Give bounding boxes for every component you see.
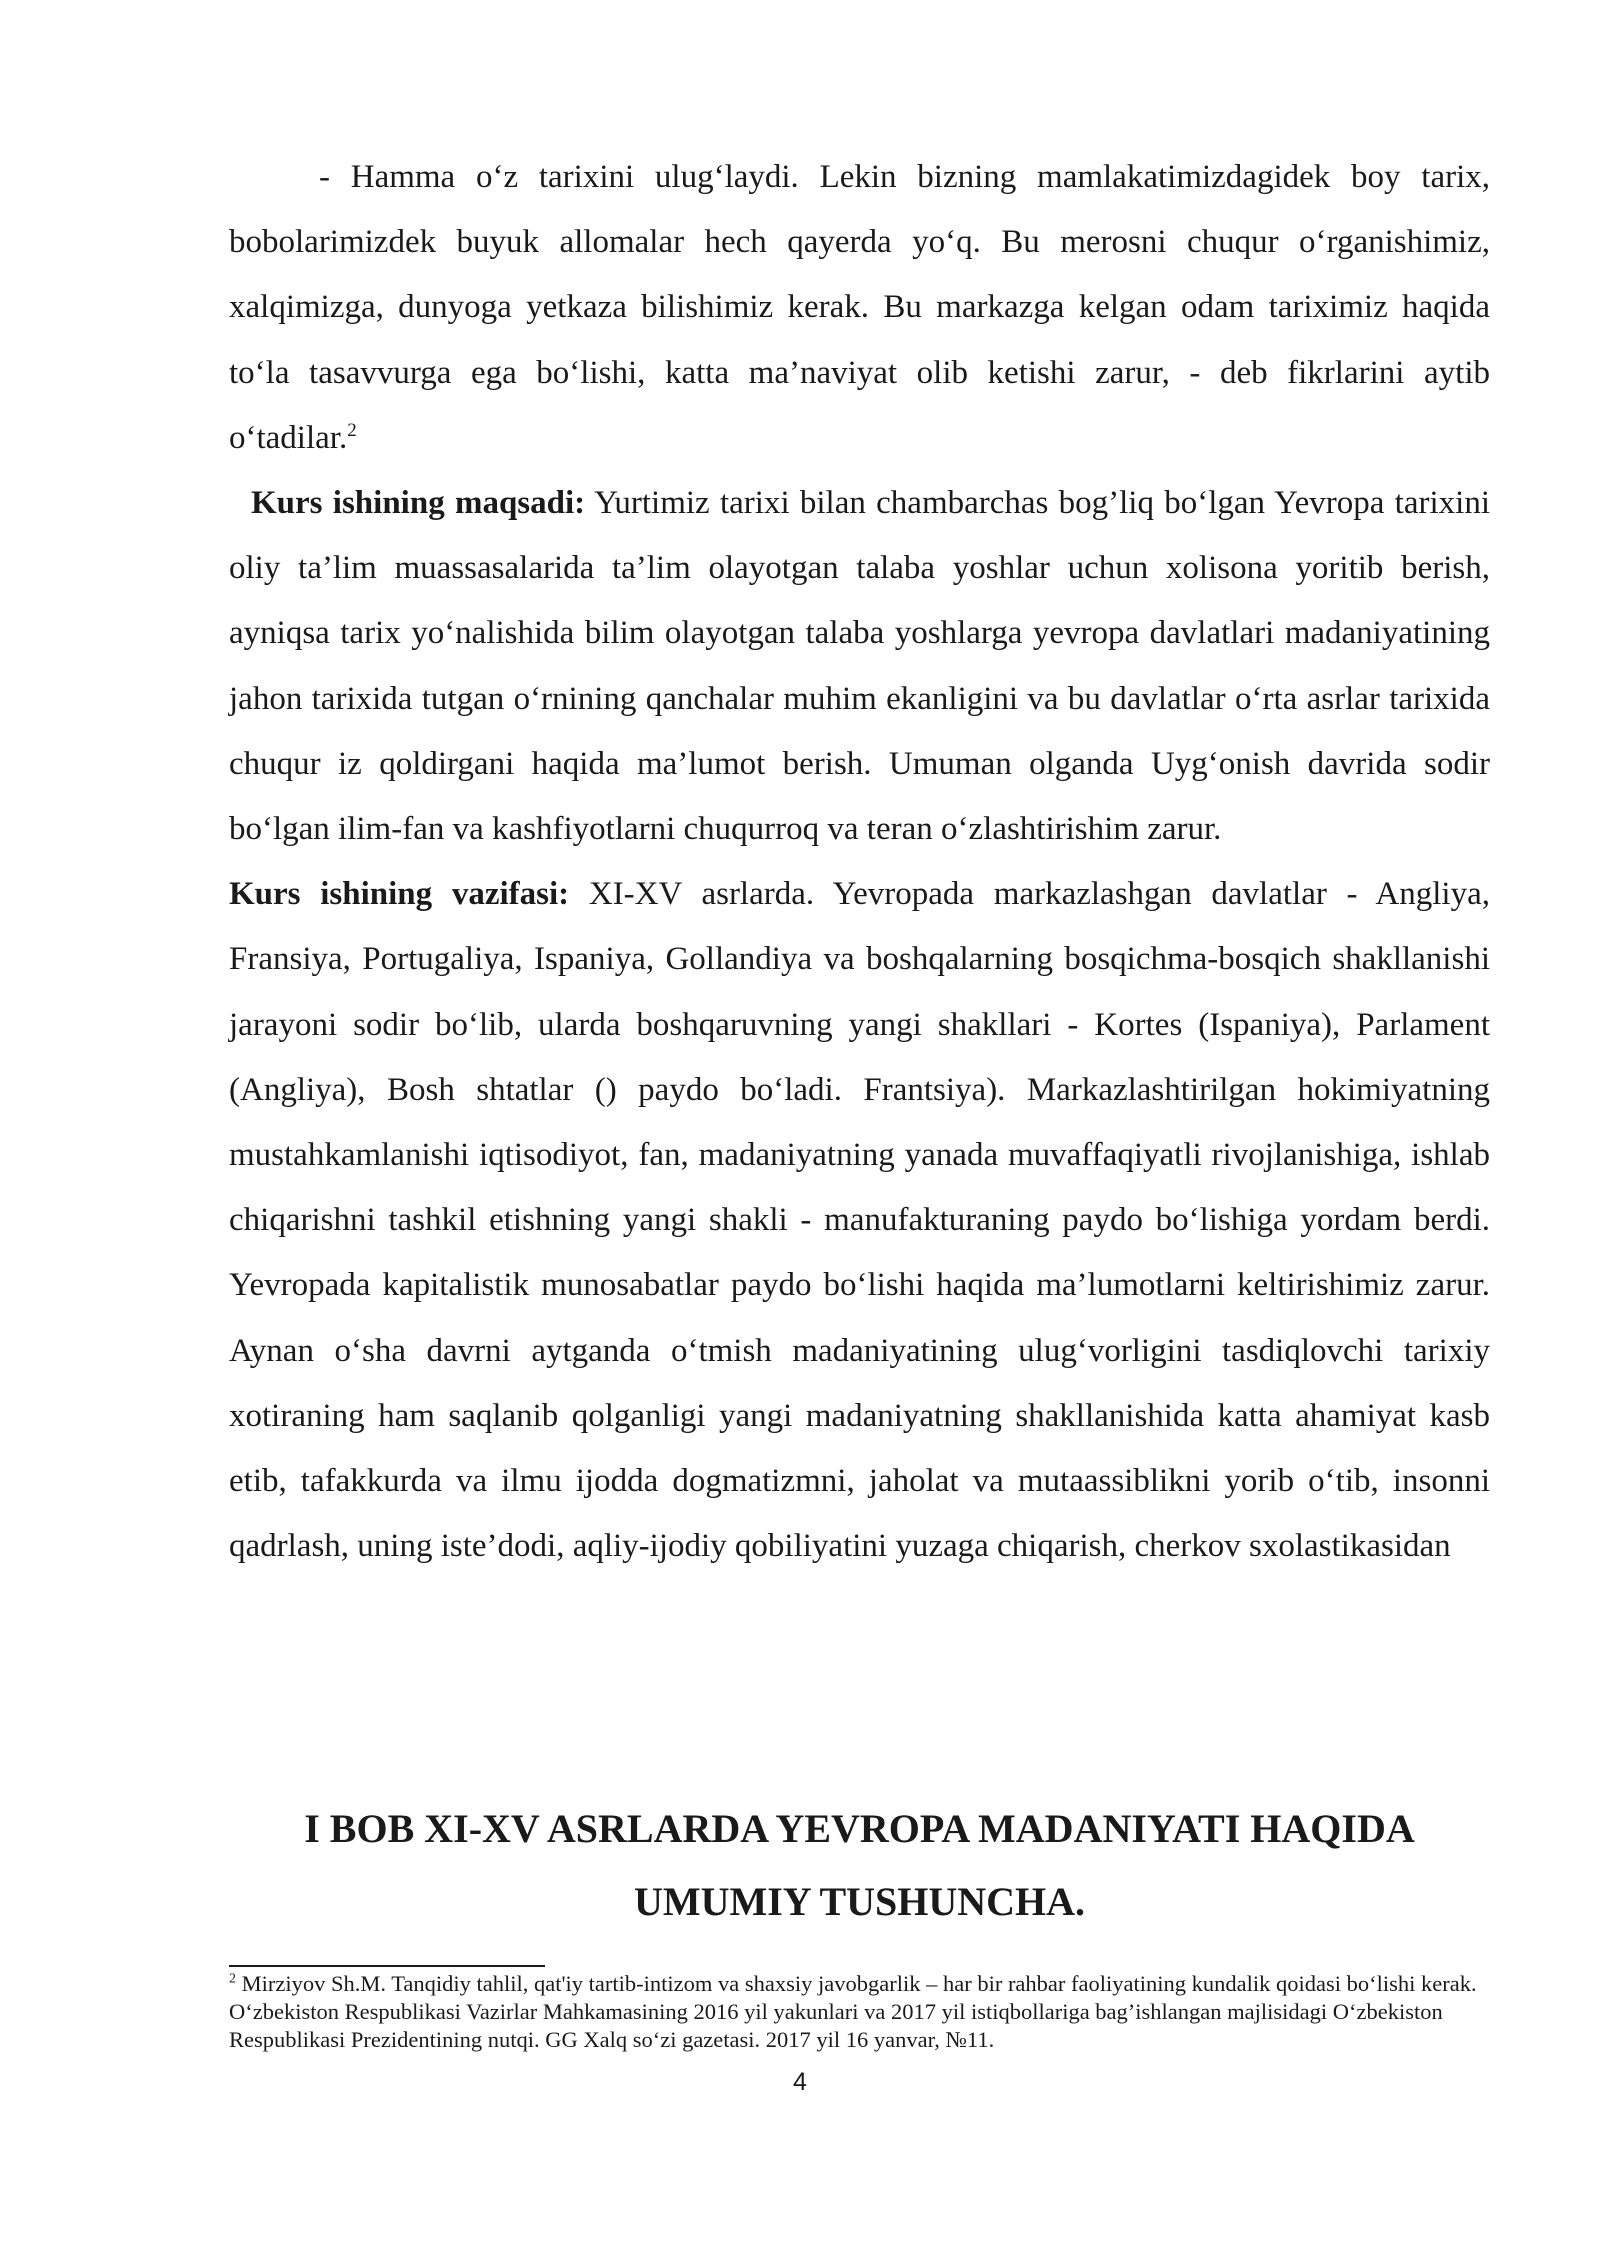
chapter-heading-line-1: I BOB XI-XV ASRLARDA YEVROPA MADANIYATI HAQIDA	[304, 1806, 1415, 1851]
footnote-text: Mirziyov Sh.M. Tanqidiy tahlil, qat'iy tartib-intizom va shaxsiy javobgarlik – har bir rahbar faoliyatining kundalik qoidasi bo‘lishi kerak. O‘zbekiston Respublikasi Vazirlar Mahkamasining 2016 yil yakunlari va 2017 yil istiqbollariga bag’ishlangan majlisidagi O‘zbekiston Respublikasi Prezidentining nutqi. GG Xalq so‘zi gazetasi. 2017 yil 16 yanvar, №11.	[229, 1971, 1477, 2052]
goal-text: Yurtimiz tarixi bilan chambarchas bog’liq bo‘lgan Yevropa tarixini oliy ta’lim muassasalarida ta’lim olayotgan talaba yoshlar uchun xolisona yoritib berish, ayniqsa tarix yo‘nalishida bilim olayotgan talaba yoshlarga yevropa davlatlari madaniyatining jahon tarixida tutgan o‘rnining qanchalar muhim ekanligini va bu davlatlar o‘rta asrlar tarixida chuqur iz qoldirgani haqida ma’lumot berish. Umuman olganda Uyg‘onish davrida sodir bo‘lgan ilim-fan va kashfiyotlarni chuqurroq va teran o‘zlashtirishim zarur.	[229, 485, 1490, 848]
goal-label: Kurs ishining maqsadi:	[251, 485, 586, 522]
task-text: XI-XV asrlarda. Yevropada markazlashgan davlatlar - Angliya, Fransiya, Portugaliya, Ispaniya, Gollandiya va boshqalarning bosqichma-bosqich shakllanishi jarayoni sodir bo‘lib, ularda boshqaruvning yangi shakllari - Kortes (Ispaniya), Parlament (Angliya), Bosh shtatlar () paydo bo‘ladi. Frantsiya). Markazlashtirilgan hokimiyatning mustahkamlanishi iqtisodiyot, fan, madaniyatning yanada muvaffaqiyatli rivojlanishiga, ishlab chiqarishni tashkil etishning yangi shakli - manufakturaning paydo bo‘lishiga yordam berdi. Yevropada kapitalistik munosabatlar paydo bo‘lishi haqida ma’lumotlarni keltirishimiz zarur. Aynan o‘sha davrni aytganda o‘tmish madaniyatining ulug‘vorligini tasdiqlovchi tarixiy xotiraning ham saqlanib qolganligi yangi madaniyatning shakllanishida katta ahamiyat kasb etib, tafakkurda va ilmu ijodda dogmatizmni, jaholat va mutaassiblikni yorib o‘tib, insonni qadrlash, uning iste’dodi, aqliy-ijodiy qobiliyatini yuzaga chiqarish, cherkov sxolastikasidan	[229, 876, 1490, 1565]
footnote-separator	[229, 1965, 545, 1967]
goal-paragraph	[229, 471, 1490, 862]
footnote-number: 2	[229, 1971, 236, 1987]
quote-paragraph	[229, 145, 1490, 471]
task-paragraph	[229, 862, 1490, 1579]
body-text	[229, 145, 1490, 1579]
task-label: Kurs ishining vazifasi:	[229, 876, 570, 913]
quote-text: - Hamma o‘z tarixini ulug‘laydi. Lekin bizning mamlakatimizdagidek boy tarix, bobolarimizdek buyuk allomalar hech qayerda yo‘q. Bu merosni chuqur o‘rganishimiz, xalqimizga, dunyoga yetkaza bilishimiz kerak. Bu markazga kelgan odam tariximiz haqida to‘la tasavvurga ega bo‘lishi, katta ma’naviyat olib ketishi zarur, - deb fikrlarini aytib o‘tadilar.	[229, 159, 1490, 456]
page-number: 4	[793, 2068, 807, 2096]
chapter-heading-line-2: UMUMIY TUSHUNCHA.	[633, 1879, 1086, 1924]
footnote-reference[interactable]: 2	[347, 419, 357, 441]
footnote	[229, 1970, 1490, 2054]
chapter-heading	[229, 1792, 1490, 1938]
